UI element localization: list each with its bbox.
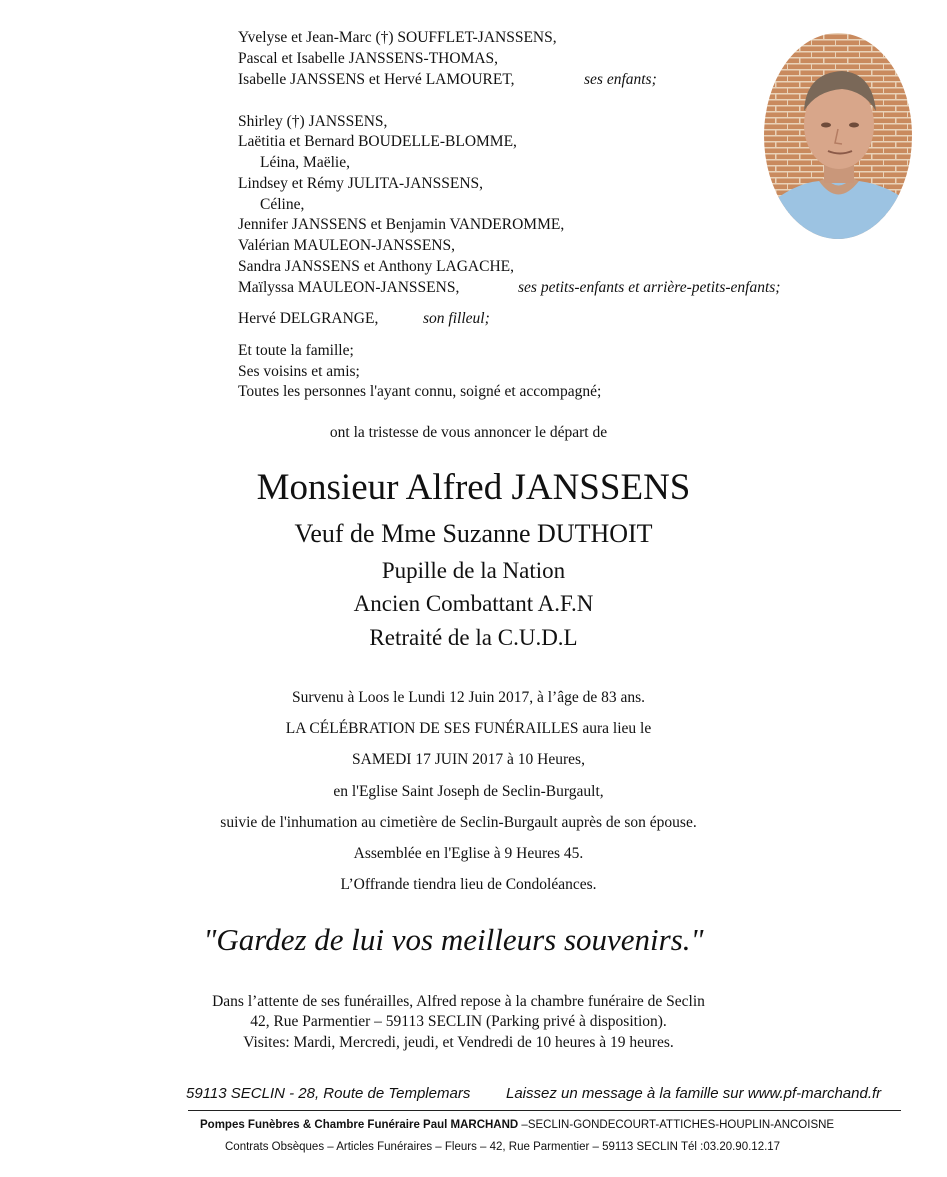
others-line: Toutes les personnes l'ayant connu, soigné et accompagné;	[238, 383, 602, 400]
memorial-quote: "Gardez de lui vos meilleurs souvenirs."	[203, 922, 704, 957]
deceased-title: Pupille de la Nation	[381, 558, 566, 583]
godson-line: Hervé DELGRANGE,	[238, 310, 379, 327]
detail-line: SAMEDI 17 JUIN 2017 à 10 Heures,	[352, 751, 585, 768]
footer-services: Contrats Obsèques – Articles Funéraires – Fleurs – 42, Rue Parmentier – 59113 SECLIN Tél :03.20.90.12.17	[225, 1141, 781, 1153]
footer-message: Laissez un message à la famille sur www.pf-marchand.fr	[506, 1085, 882, 1102]
visitation-line: 42, Rue Parmentier – 59113 SECLIN (Parking privé à disposition).	[250, 1013, 667, 1030]
footer-company	[200, 1119, 834, 1131]
child-line: Pascal et Isabelle JANSSENS-THOMAS,	[238, 50, 499, 67]
grandchild-line: Jennifer JANSSENS et Benjamin VANDEROMME,	[238, 216, 565, 233]
footer-company-locations: –SECLIN-GONDECOURT-ATTICHES-HOUPLIN-ANCOISNE	[518, 1119, 835, 1131]
footer-divider	[188, 1110, 901, 1111]
detail-line: suivie de l'inhumation au cimetière de Seclin-Burgault auprès de son épouse.	[220, 814, 697, 831]
grandchild-line: Léina, Maëlie,	[260, 154, 350, 171]
footer-company-name: Pompes Funèbres & Chambre Funéraire Paul MARCHAND	[200, 1119, 519, 1131]
grandchild-line: Céline,	[260, 196, 305, 213]
grandchild-line: Lindsey et Rémy JULITA-JANSSENS,	[238, 175, 484, 192]
detail-line: LA CÉLÉBRATION DE SES FUNÉRAILLES aura lieu le	[285, 720, 652, 737]
visitation-line: Dans l’attente de ses funérailles, Alfred repose à la chambre funéraire de Seclin	[212, 993, 705, 1010]
grandchild-line: Maïlyssa MAULEON-JANSSENS,	[238, 279, 460, 296]
detail-line: Assemblée en l'Eglise à 9 Heures 45.	[353, 845, 584, 862]
others-line: Et toute la famille;	[238, 342, 354, 359]
grandchild-line: Valérian MAULEON-JANSSENS,	[238, 237, 455, 254]
grandchild-line: Laëtitia et Bernard BOUDELLE-BLOMME,	[238, 133, 517, 150]
child-line: Isabelle JANSSENS et Hervé LAMOURET,	[238, 71, 515, 88]
deceased-title: Retraité de la C.U.D.L	[369, 625, 578, 650]
detail-line: L’Offrande tiendra lieu de Condoléances.	[340, 876, 597, 893]
grandchild-line: Sandra JANSSENS et Anthony LAGACHE,	[238, 258, 514, 275]
children-role: ses enfants;	[584, 71, 657, 88]
portrait-illustration	[764, 33, 912, 239]
child-line: Yvelyse et Jean-Marc (†) SOUFFLET-JANSSENS,	[238, 29, 557, 46]
announcement: ont la tristesse de vous annoncer le départ de	[329, 424, 608, 441]
visitation-line: Visites: Mardi, Mercredi, jeudi, et Vendredi de 10 heures à 19 heures.	[243, 1034, 674, 1051]
deceased-name: Monsieur Alfred JANSSENS	[256, 467, 691, 508]
godson-role: son filleul;	[423, 310, 490, 327]
deceased-title: Veuf de Mme Suzanne DUTHOIT	[294, 519, 653, 548]
detail-line: Survenu à Loos le Lundi 12 Juin 2017, à l’âge de 83 ans.	[292, 689, 645, 706]
detail-line: en l'Eglise Saint Joseph de Seclin-Burgault,	[333, 783, 604, 800]
others-line: Ses voisins et amis;	[238, 363, 360, 380]
footer-address: 59113 SECLIN - 28, Route de Templemars	[186, 1085, 471, 1102]
deceased-title: Ancien Combattant A.F.N	[353, 591, 594, 616]
grandchild-line: Shirley (†) JANSSENS,	[238, 113, 388, 130]
grandchildren-role: ses petits-enfants et arrière-petits-enfants;	[518, 279, 781, 296]
portrait-photo	[764, 33, 912, 239]
